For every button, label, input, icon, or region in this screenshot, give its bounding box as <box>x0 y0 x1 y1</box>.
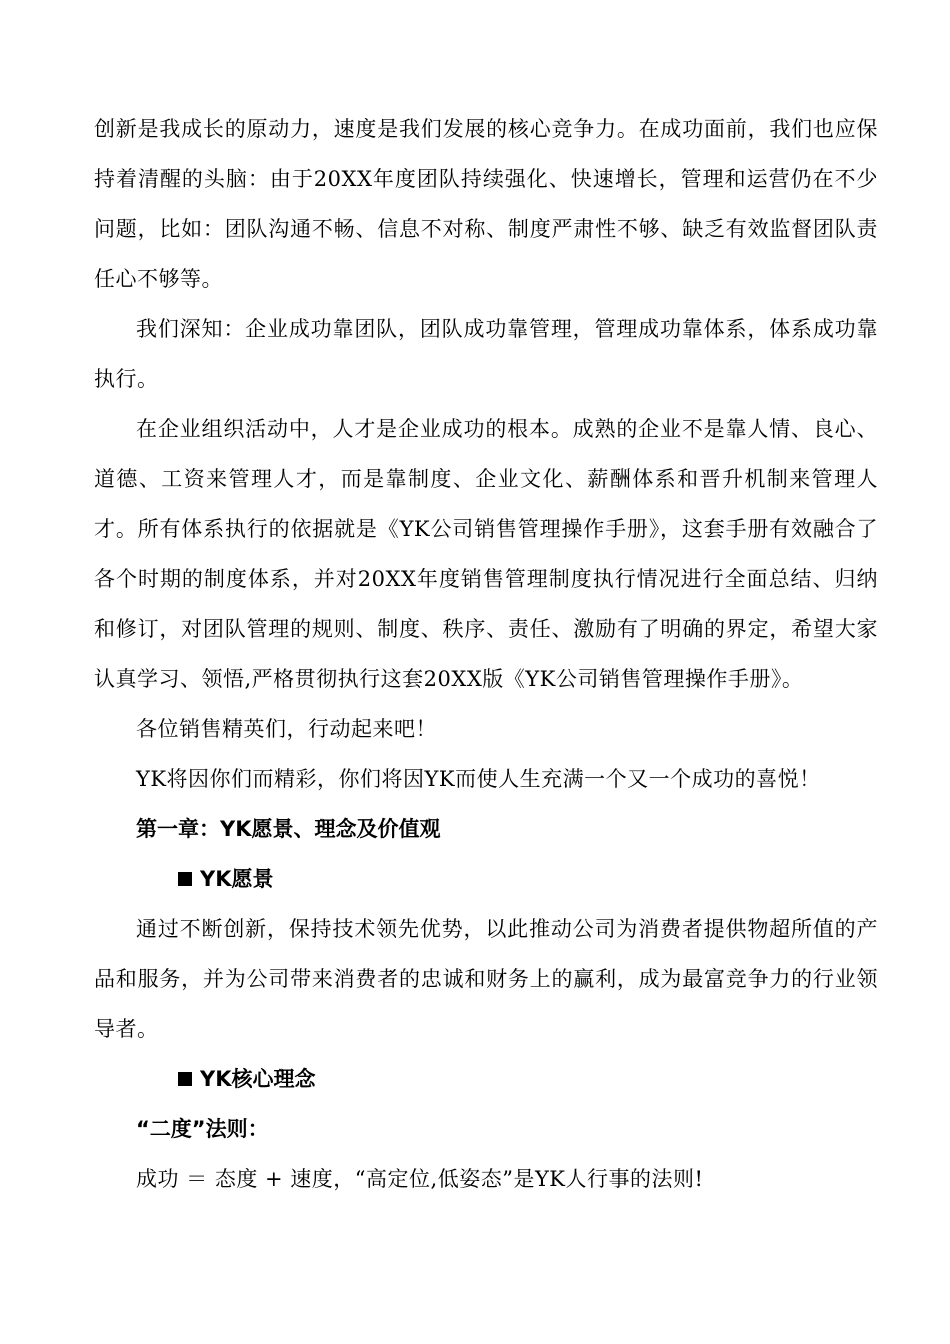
section-heading-core-concept <box>94 1054 878 1104</box>
paragraph-innovation: 创新是我成长的原动力，速度是我们发展的核心竞争力。在成功面前，我们也应保持着清醒的头脑：由于20XX年度团队持续强化、快速增长，管理和运营仍在不少问题，比如：团队沟通不畅、信息不对称、制度严肃性不够、缺乏有效监督团队责任心不够等。 <box>94 117 878 291</box>
square-bullet-icon <box>178 1072 192 1086</box>
paragraph-we-know: 我们深知：企业成功靠团队，团队成功靠管理，管理成功靠体系，体系成功靠执行。 <box>94 317 878 391</box>
chapter-heading: 第一章：YK愿景、理念及价值观 <box>136 817 441 841</box>
paragraph-call-to-action: 各位销售精英们，行动起来吧！ <box>136 717 437 741</box>
paragraph-talent: 在企业组织活动中，人才是企业成功的根本。成熟的企业不是靠人情、良心、道德、工资来管理人才，而是靠制度、企业文化、薪酬体系和晋升机制来管理人才。所有体系执行的依据就是《YK公司销售管理操作手册》，这套手册有效融合了各个时期的制度体系，并对20XX年度销售管理制度执行情况进行全面总结、归纳和修订，对团队管理的规则、制度、秩序、责任、激励有了明确的界定，希望大家认真学习、领悟,严格贯彻执行这套20XX版《YK公司销售管理操作手册》。 <box>94 417 878 691</box>
paragraph-vision: 通过不断创新，保持技术领先优势，以此推动公司为消费者提供物超所值的产品和服务，并为公司带来消费者的忠诚和财务上的赢利，成为最富竞争力的行业领导者。 <box>94 917 878 1041</box>
section-heading-vision-label: YK愿景 <box>200 867 274 891</box>
document-body <box>94 104 878 1204</box>
paragraph-yk-success: YK将因你们而精彩，你们将因YK而使人生充满一个又一个成功的喜悦！ <box>136 767 821 791</box>
section-heading-core-concept-label: YK核心理念 <box>200 1067 316 1091</box>
section-heading-vision <box>94 854 878 904</box>
rule-heading: “二度”法则： <box>136 1117 269 1141</box>
paragraph-formula: 成功 ＝ 态度 + 速度，“高定位,低姿态”是YK人行事的法则! <box>136 1167 704 1191</box>
square-bullet-icon <box>178 872 192 886</box>
